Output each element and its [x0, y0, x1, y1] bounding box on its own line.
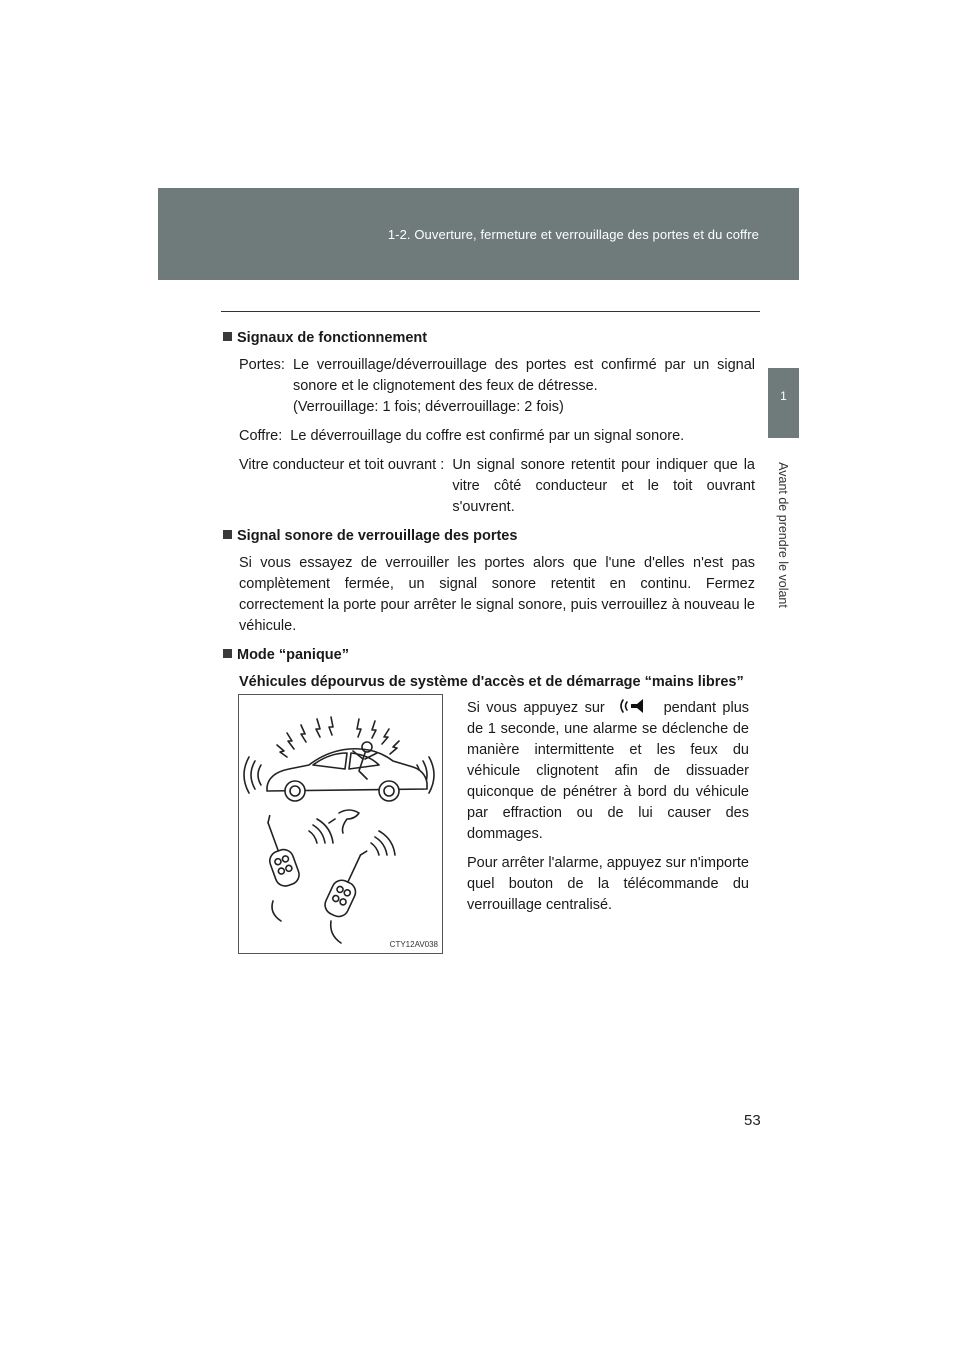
section-heading-signals: Signaux de fonctionnement: [223, 328, 755, 349]
square-bullet-icon: [223, 332, 232, 341]
panic-description: [467, 697, 749, 924]
section-title: 1-2. Ouverture, fermeture et verrouillage des portes et du coffre: [387, 227, 759, 242]
square-bullet-icon: [223, 649, 232, 658]
signal-row-window-roof: Vitre conducteur et toit ouvrant : Un signal sonore retentit pour indiquer que la vitre côté conducteur et le toit ouvrant s'ouvrent.: [239, 457, 755, 515]
header-band: [158, 188, 799, 280]
main-content: [223, 328, 755, 693]
figure-code: CTY12AV038: [389, 940, 438, 949]
page-number: 53: [744, 1112, 761, 1129]
panic-para-1: Si vous appuyez sur pendant plus de 1 seconde, une alarme se déclenche de manière intermittente et les feux du véhicule clignotent afin de dissuader quiconque de pénétrer à bord du véhicule par effraction ou de lui causer des dommages.: [467, 697, 749, 845]
signal-row-doors: Portes : Le verrouillage/déverrouillage des portes est confirmé par un signal sonore et le clignotement des feux de détresse. (Verrouillage: 1 fois; déverrouillage: 2 fois): [239, 357, 755, 415]
square-bullet-icon: [223, 530, 232, 539]
chapter-number: 1: [780, 389, 787, 403]
signal-row-trunk: Coffre : Le déverrouillage du coffre est confirmé par un signal sonore.: [239, 428, 685, 444]
chapter-tab: [768, 368, 799, 438]
door-buzzer-text: Si vous essayez de verrouiller les portes alors que l'une d'elles n'est pas complètement fermée, un signal sonore retentit en continu. Fermez correctement la porte pour arrêter le signal sonore, puis verrouillez à nouveau le véhicule.: [239, 555, 755, 634]
section-heading-panic: Mode “panique”: [223, 645, 755, 666]
panic-button-icon: [615, 697, 653, 715]
chapter-label: Avant de prendre le volant: [776, 462, 790, 608]
car-alarm-illustration-icon: [239, 695, 442, 953]
panic-para-2: Pour arrêter l'alarme, appuyez sur n'importe quel bouton de la télécommande du verrouillage centralisé.: [467, 855, 749, 913]
header-rule: [221, 311, 760, 312]
panic-illustration: [238, 694, 443, 954]
section-heading-door-buzzer: Signal sonore de verrouillage des portes: [223, 526, 755, 547]
panic-subheading: Véhicules dépourvus de système d'accès et de démarrage “mains libres”: [239, 674, 744, 690]
